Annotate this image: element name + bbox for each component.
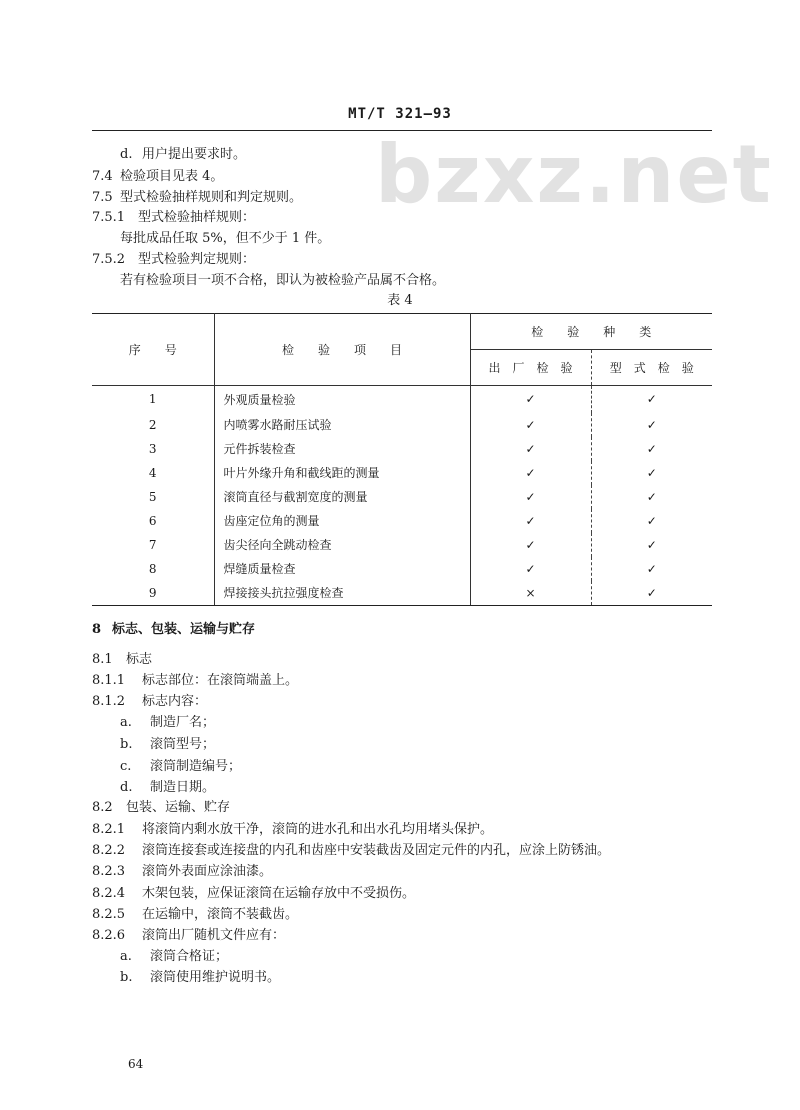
line-text: 标志 [126,652,153,667]
line-text: 包装、运输、贮存 [126,800,231,815]
row-factory-mark: ✓ [470,485,591,509]
header-item: 检 验 项 目 [214,314,470,386]
line-text: 滚筒出厂随机文件应有： [142,928,286,943]
clause-number: 8.2.3 [92,864,126,879]
row-item: 叶片外缘升角和截线距的测量 [214,461,470,485]
line-text: 滚筒使用维护说明书。 [150,970,281,985]
row-item: 齿座定位角的测量 [214,509,470,533]
intro-line-d [120,147,246,163]
line-text: 滚筒连接套或连接盘的内孔和齿座中安装截齿及固定元件的内孔，应涂上防锈油。 [142,843,611,858]
line-text: 标志部位：在滚筒端盖上。 [142,673,299,688]
row-factory-mark: ✓ [470,413,591,437]
line-text: 用户提出要求时。 [142,147,247,162]
clause-number: 8.2.5 [92,907,126,922]
line-text: 标志内容： [142,694,208,709]
table-row [92,485,712,509]
row-no: 5 [92,485,214,509]
list-item-d [120,780,215,796]
row-factory-mark: ✓ [470,557,591,581]
header-kind: 检 验 种 类 [470,314,712,350]
clause-8-2-2 [92,843,610,859]
table-row [92,437,712,461]
clause-8-1 [92,652,152,668]
line-text: 每批成品任取 5%，但不少于 1 件。 [120,231,331,246]
row-no: 1 [92,386,214,413]
clause-8-2-6 [92,928,285,944]
row-no: 2 [92,413,214,437]
list-label: b. [120,970,133,985]
clause-number: 8.2.2 [92,843,126,858]
row-factory-mark: ✓ [470,533,591,557]
table-row [92,557,712,581]
row-type-mark: ✓ [646,465,657,480]
row-type-mark: ✓ [646,489,657,504]
row-item: 元件拆装检查 [214,437,470,461]
row-type-mark: ✓ [646,392,657,407]
clause-number: 8.1 [92,652,113,667]
section-title: 标志、包装、运输与贮存 [112,622,256,637]
clause-number: 7.4 [92,169,113,184]
list-item-a [120,949,228,965]
row-factory-mark: ✓ [470,461,591,485]
clause-number: 7.5 [92,190,113,205]
clause-8-2-4 [92,886,415,902]
table-row [92,461,712,485]
intro-text-judgement [120,273,445,289]
table-row [92,533,712,557]
clause-8-2-5 [92,907,298,923]
clause-number: 8.2 [92,800,113,815]
clause-number: 7.5.1 [92,210,126,225]
clause-8-1-1 [92,673,298,689]
line-text: 制造厂名； [150,715,216,730]
list-label: a. [120,715,132,730]
line-text: 滚筒制造编号； [150,759,242,774]
header-no: 序 号 [92,314,214,386]
line-text: 型式检验判定规则： [138,252,256,267]
list-label: d. [120,147,133,162]
list-label: a. [120,949,132,964]
row-no: 4 [92,461,214,485]
clause-7-4 [92,169,223,185]
row-factory-mark: ✓ [470,437,591,461]
clause-number: 8.1.1 [92,673,126,688]
row-factory-mark: × [470,581,591,606]
row-item: 焊接接头抗拉强度检查 [214,581,470,606]
clause-7-5-1 [92,210,255,226]
line-text: 木架包装，应保证滚筒在运输存放中不受损伤。 [142,886,416,901]
clause-number: 8.2.1 [92,822,126,837]
row-no: 7 [92,533,214,557]
row-type-mark: ✓ [646,417,657,432]
list-item-b [120,737,215,753]
row-type-mark: ✓ [646,537,657,552]
inspection-table [92,313,712,606]
header-type: 型 式 检 验 [591,350,712,386]
header-factory: 出 厂 检 验 [470,350,591,386]
clause-number: 8.2.4 [92,886,126,901]
line-text: 型式检验抽样规则和判定规则。 [120,190,303,205]
clause-number: 7.5.2 [92,252,126,267]
clause-number: 8.2.6 [92,928,126,943]
line-text: 若有检验项目一项不合格，即认为被检验产品属不合格。 [120,273,446,288]
section-number: 8 [92,622,102,637]
row-no: 8 [92,557,214,581]
table-row [92,413,712,437]
clause-number: 8.1.2 [92,694,126,709]
document-code: MT/T 321—93 [348,106,452,122]
list-item-c [120,759,241,775]
clause-8-2 [92,800,230,816]
list-label: c. [120,759,132,774]
row-type-mark: ✓ [646,561,657,576]
table-row [92,581,712,606]
row-item: 焊缝质量检查 [214,557,470,581]
list-label: b. [120,737,133,752]
clause-8-2-1 [92,822,493,838]
table-row [92,386,712,413]
line-text: 将滚筒内剩水放干净，滚筒的进水孔和出水孔均用堵头保护。 [142,822,494,837]
row-no: 9 [92,581,214,606]
row-item: 外观质量检验 [214,386,470,413]
page-number: 64 [128,1057,144,1071]
line-text: 滚筒合格证； [150,949,229,964]
clause-7-5 [92,190,302,206]
row-type-mark: ✓ [591,581,712,606]
watermark: bzxz.net [375,128,773,221]
row-no: 3 [92,437,214,461]
row-item: 滚筒直径与截割宽度的测量 [214,485,470,509]
table-caption: 表 4 [387,293,413,308]
intro-text-sampling [120,231,330,247]
list-label: d. [120,780,133,795]
clause-7-5-2 [92,252,255,268]
clause-8-2-3 [92,864,272,880]
row-type-mark: ✓ [646,513,657,528]
list-item-a [120,715,215,731]
line-text: 型式检验抽样规则： [138,210,256,225]
row-item: 内喷雾水路耐压试验 [214,413,470,437]
section-8-heading [92,622,255,638]
clause-8-1-2 [92,694,207,710]
row-factory-mark: ✓ [470,509,591,533]
line-text: 检验项目见表 4。 [120,169,224,184]
row-type-mark: ✓ [646,441,657,456]
line-text: 滚筒外表面应涂油漆。 [142,864,273,879]
row-item: 齿尖径向全跳动检查 [214,533,470,557]
row-factory-mark: ✓ [470,386,591,413]
list-item-b [120,970,280,986]
row-no: 6 [92,509,214,533]
table-row [92,509,712,533]
line-text: 滚筒型号； [150,737,216,752]
line-text: 制造日期。 [150,780,216,795]
line-text: 在运输中，滚筒不装截齿。 [142,907,299,922]
